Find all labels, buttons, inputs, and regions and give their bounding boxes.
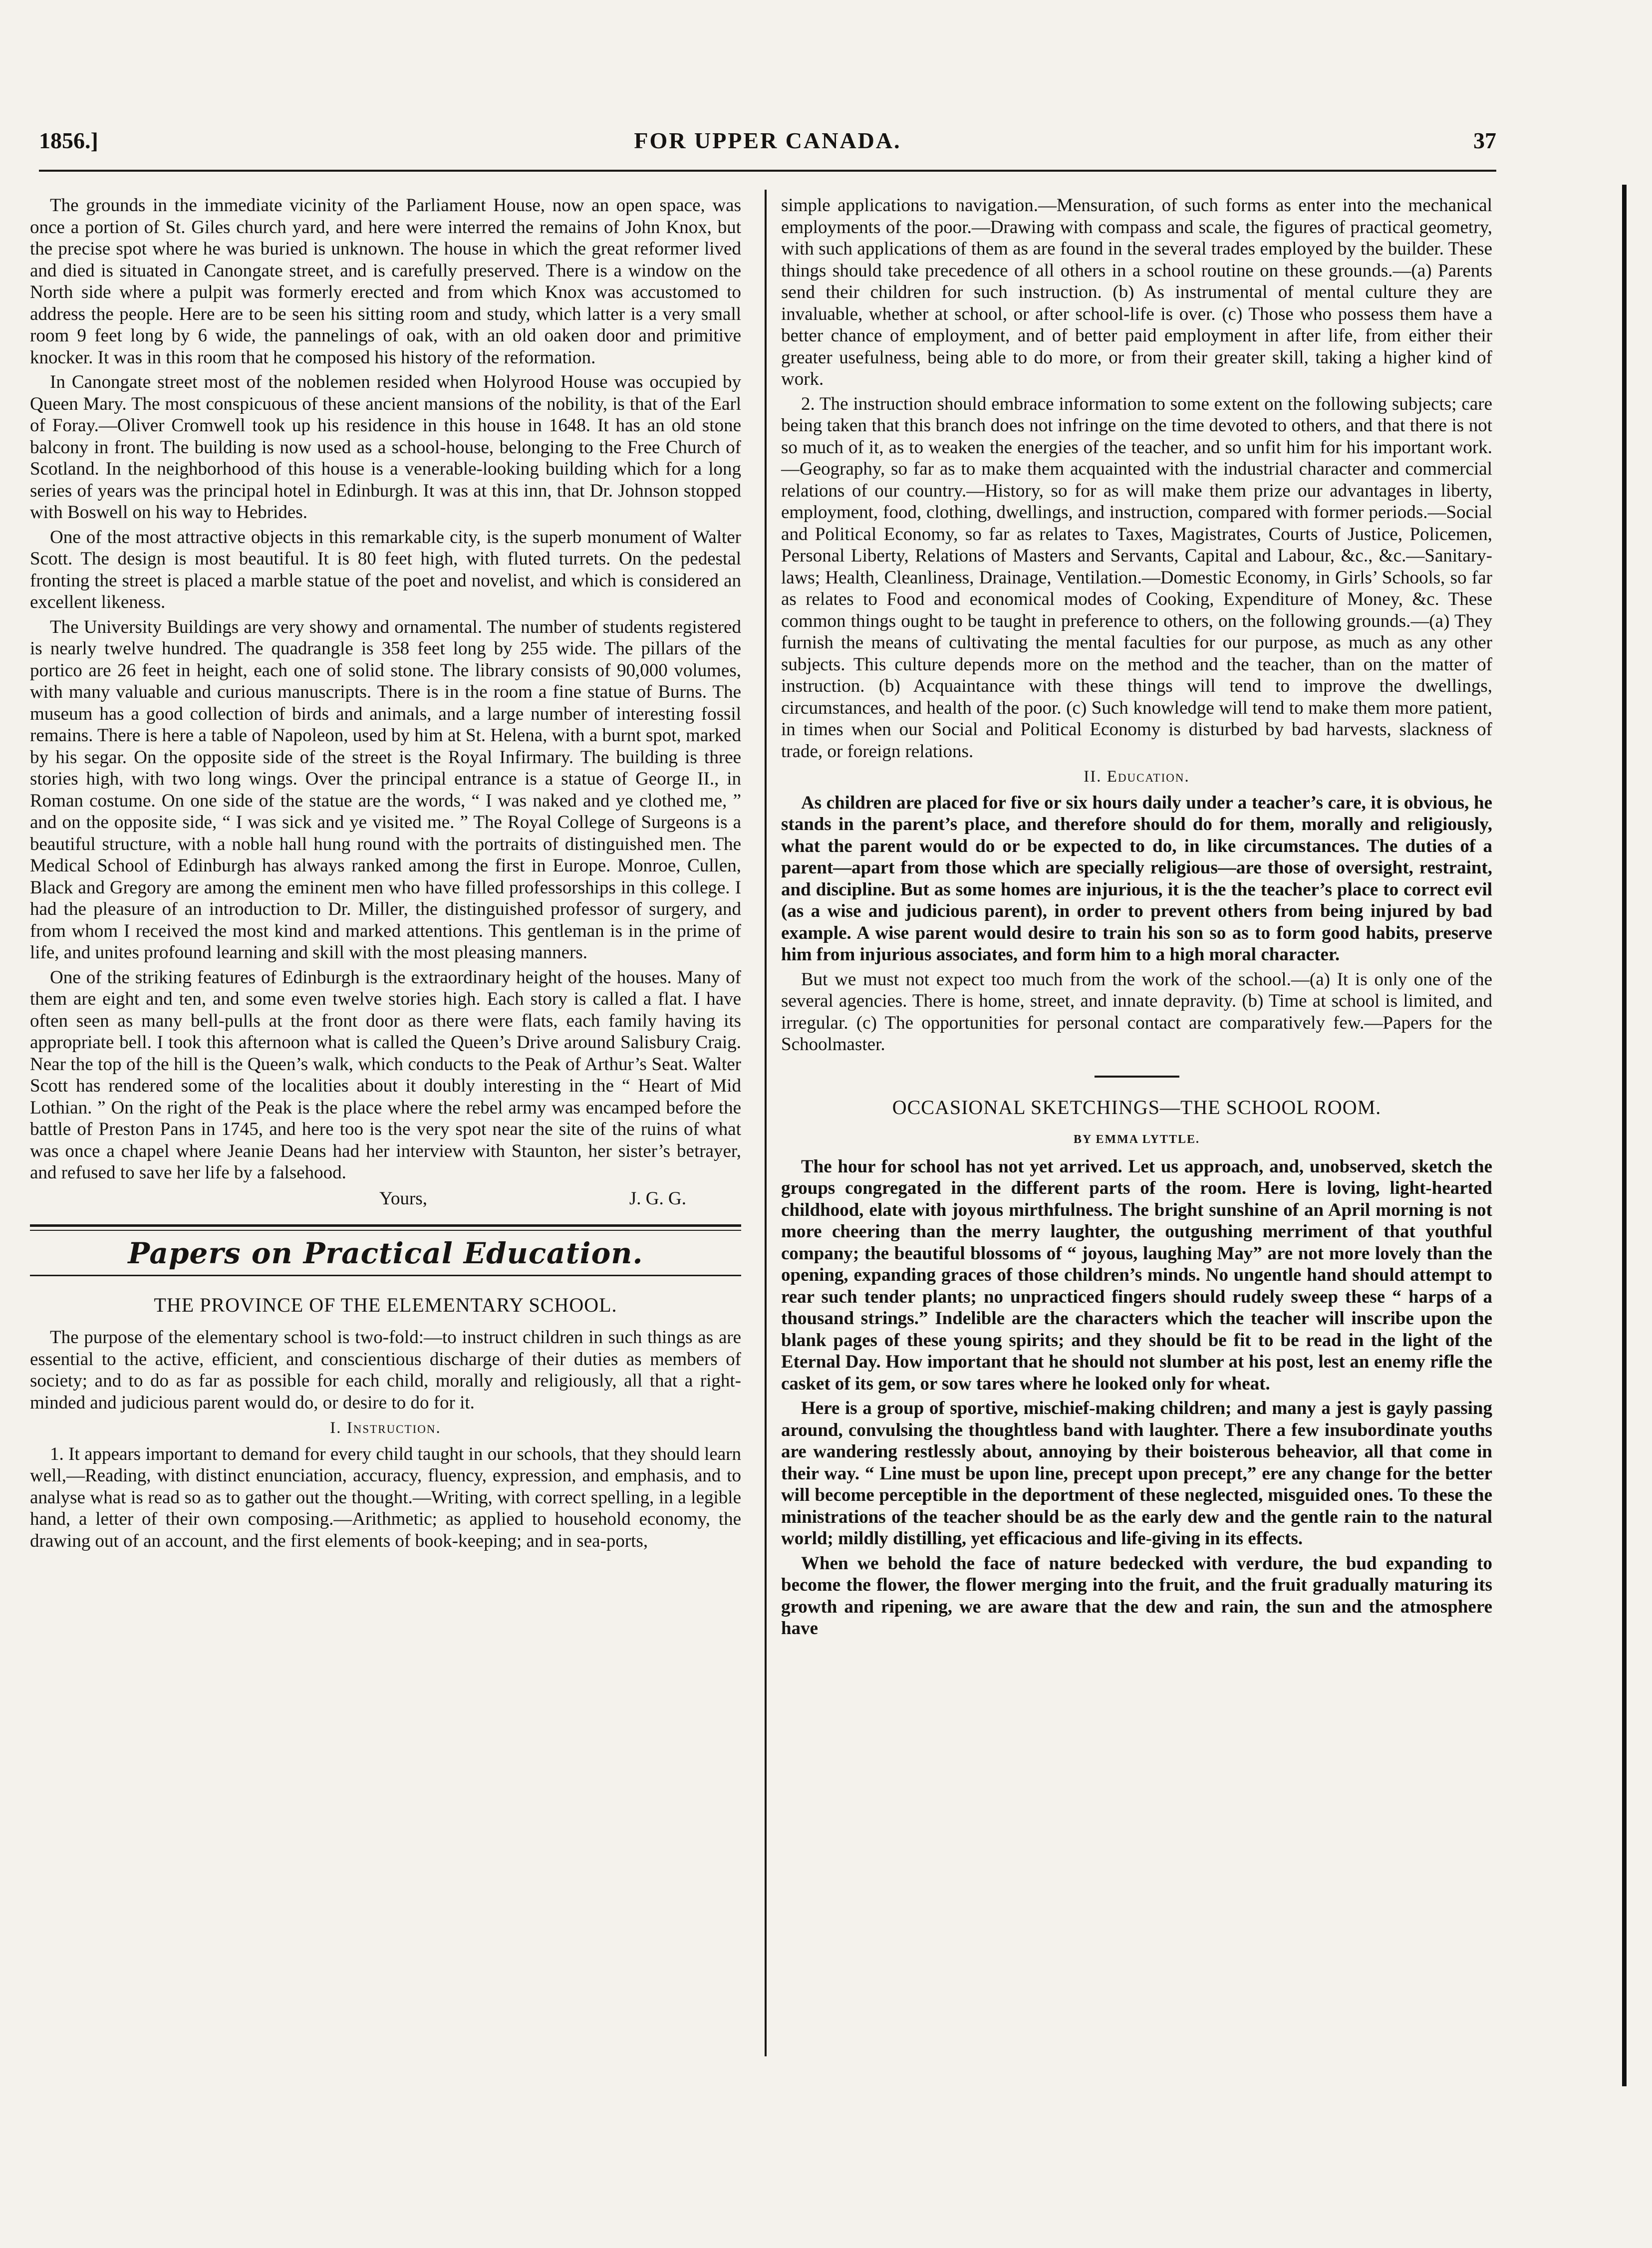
section-title: Papers on Practical Education.: [128, 1236, 643, 1270]
education-paragraph: As children are placed for five or six hours daily under a teacher’s care, it is obvious, he stands in the parent’s place, and therefore should do for them, morally and religiously, what the parent would do or be expected to do, in like circumstances. The duties of a parent—apart from those which are specially religious—are those of oversight, restraint, and discipline. But as some homes are injurious, it is the the teacher’s place to correct evil (as a wise and judicious parent), in order to prevent others from being injured by bad example. A wise parent would desire to train his son so as to form good habits, preserve him from injurious associates, and form him to a high moral character.: [781, 792, 1492, 965]
column-divider: [765, 190, 767, 2056]
article-separator: [1095, 1076, 1179, 1078]
signoff: Yours,: [379, 1188, 427, 1209]
paragraph: The grounds in the immediate vicinity of the Parliament House, now an open space, was once a portion of St. Giles church yard, and here were interred the remains of John Knox, but the precise spot where he was buried is unknown. The house in which the great reformer lived and died is situated in Canongate street, and is carefully preserved. There is a window on the North side where a pulpit was formerly erected and from which Knox was accustomed to address the people. Here are to be seen his sitting room and study, which latter is a very small room 9 feet long by 6 wide, the pannelings of oak, with an old oaken door and primitive knocker. It was in this room that he composed his history of the reformation.: [30, 195, 741, 368]
instruction-paragraph: 2. The instruction should embrace information to some extent on the following subjects; care being taken that this branch does not infringe on the time devoted to others, and that there is not so much of it, as to weaken the energies of the teacher, and so unfit him for his important work.—Geography, so far as to make them acquainted with the industrial character and commercial relations of our country.—History, so for as will make them prize our advantages in liberty, employment, food, clothing, dwellings, and instruction, compared with former periods.—Social and Political Economy, so far as relates to Taxes, Magistrates, Courts of Justice, Policemen, Personal Liberty, Relations of Masters and Servants, Capital and Labour, &c., &c.—Sanitary-laws; Health, Cleanliness, Drainage, Ventilation.—Domestic Economy, in Girls’ Schools, so far as relates to Food and economical modes of Cooking, Expenditure of Money, &c. These common things ought to be taught in preference to others, on the following grounds.—(a) They furnish the means of cultivating the mental faculties for our purpose, as much as any other subjects. This culture depends more on the method and the teacher, than on the matter of instruction. (b) Acquaintance with these things will tend to improve the dwellings, circumstances, and health of the poor. (c) Such knowledge will tend to make them more patient, in times when our Social and Political Economy is disturbed by bad harvests, slackness of trade, or foreign relations.: [781, 393, 1492, 762]
subhead-education: II. Education.: [1084, 768, 1190, 786]
paragraph: In Canongate street most of the noblemen resided when Holyrood House was occupied by Queen Mary. The most conspicuous of these ancient mansions of the nobility, is that of the Earl of Foray.—Oliver Cromwell took up his residence in this house in 1648. It has an old stone balcony in front. The building is now used as a school-house, belonging to the Free Church of Scotland. In the neighborhood of this house is a venerable-looking building which for a long series of years was the principal hotel in Edinburgh. It was at this inn, that Dr. Johnson stopped with Boswell on his way to Hebrides.: [30, 372, 741, 523]
paragraph: One of the most attractive objects in this remarkable city, is the superb monument of Walter Scott. The design is most beautiful. It is 80 feet high, with fluted turrets. On the pedestal fronting the street is placed a marble statue of the poet and novelist, and which is considered an excellent likeness.: [30, 527, 741, 612]
article-intro: The purpose of the elementary school is two-fold:—to instruct children in such things as are essential to the active, efficient, and conscientious discharge of their duties as members of society; and to do as far as possible for each child, morally and religiously, all that a right-minded and judicious parent would do, or desire to do for it.: [30, 1327, 741, 1413]
header-rule: [39, 170, 1496, 172]
header-title: FOR UPPER CANADA.: [634, 128, 901, 153]
subhead-instruction: I. Instruction.: [330, 1419, 441, 1437]
left-column: [30, 195, 741, 1555]
page-edge-rule: [1622, 185, 1627, 2086]
article2-byline: BY EMMA LYTTLE.: [1074, 1133, 1200, 1146]
education-paragraph: But we must not expect too much from the work of the school.—(a) It is only one of the several agencies. There is home, street, and innate depravity. (b) Time at school is limited, and irregular. (c) The opportunities for personal contact are comparatively few.—Papers for the Schoolmaster.: [781, 969, 1492, 1055]
right-column: [781, 195, 1492, 1643]
letter-signature: [30, 1188, 741, 1210]
paragraph: The University Buildings are very showy and ornamental. The number of students registered is nearly twelve hundred. The quadrangle is 358 feet long by 255 wide. The pillars of the portico are 26 feet in height, each one of solid stone. The library consists of 90,000 volumes, with many valuable and curious manuscripts. There is in the room a fine statue of Burns. The museum has a good collection of birds and animals, and a large number of interesting fossil remains. There is here a table of Napoleon, used by him at St. Helena, with a burnt spot, marked by his segar. On the opposite side of the street is the Royal Infirmary. The building is three stories high, with two long wings. Over the principal entrance is a statue of George II., in Roman costume. On one side of the statue are the words, “ I was naked and ye clothed me, ” and on the opposite side, “ I was sick and ye visited me. ” The Royal College of Surgeons is a beautiful structure, with a noble hall hung round with the portraits of distinguished men. The Medical School of Edinburgh has always ranked among the first in Europe. Monroe, Cullen, Black and Gregory are among the eminent men who have filled professorships in this college. I had the pleasure of an introduction to Dr. Miller, the distinguished professor of surgery, and from whom I received the most kind and marked attentions. This gentleman is in the prime of life, and unites profound learning and skill with the most pleasing manners.: [30, 616, 741, 963]
instruction-paragraph-continued: simple applications to navigation.—Mensuration, of such forms as enter into the mechanical employments of the poor.—Drawing with compass and scale, the figures of practical geometry, with such applications of them as are found in the several trades employed by the builder. These things should take precedence of all others in a school routine on these grounds.—(a) Parents send their children for such instruction. (b) As instrumental of mental culture they are invaluable, whether at school, or after school-life is over. (c) Those who possess them have a better chance of employment, and of better paid employment in after life, from either their greater usefulness, being able to do more, or from their greater skill, taking a higher kind of work.: [781, 195, 1492, 389]
section-rule: [30, 1275, 741, 1276]
article2-title: OCCASIONAL SKETCHINGS—THE SCHOOL ROOM.: [892, 1096, 1381, 1119]
article2-paragraph: The hour for school has not yet arrived. Let us approach, and, unobserved, sketch the groups congregated in the different parts of the room. Here is loving, light-hearted childhood, elate with joyous mirthfulness. The bright sunshine of an April morning is not more cheering than the merry laughter, the outgushing merriment of that youthful company; the beautiful blossoms of “ joyous, laughing May” are not more lovely than the opening, expanding graces of those children’s minds. No ungentle hand should attempt to rear such tender plants; no unpracticed fingers should rudely sweep these “ harps of a thousand strings.” Indelible are the characters which the teacher will inscribe upon the blank pages of these young spirits; and they should be fit to be read in the light of the Eternal Day. How important that he should not slumber at his post, lest an enemy rifle the casket of its gem, or sow tares where he looked only for wheat.: [781, 1156, 1492, 1394]
header-year: 1856.]: [39, 128, 98, 153]
instruction-paragraph: 1. It appears important to demand for every child taught in our schools, that they should learn well,—Reading, with distinct enunciation, accuracy, fluency, expression, and emphasis, and to analyse what is read so as to gather out the thought.—Writing, with correct spelling, in a legible hand, a letter of their own composing.—Arithmetic; as applied to household economy, the drawing out of an account, and the first elements of book-keeping; and in sea-ports,: [30, 1443, 741, 1551]
article2-paragraph: When we behold the face of nature bedecked with verdure, the bud expanding to become the flower, the flower merging into the fruit, and the fruit gradually maturing its growth and ripening, we are aware that the dew and rain, the sun and the atmosphere have: [781, 1553, 1492, 1639]
paragraph: One of the striking features of Edinburgh is the extraordinary height of the houses. Many of them are eight and ten, and some even twelve stories high. Each story is called a flat. I have often seen as many bell-pulls at the front door as there were flats, each family having its appropriate bell. I took this afternoon what is called the Queen’s Drive around Salisbury Craig. Near the top of the hill is the Queen’s walk, which conducts to the Peak of Arthur’s Seat. Walter Scott has rendered some of the localities about it doubly interesting in the “ Heart of Mid Lothian. ” On the right of the Peak is the place where the rebel army was encamped before the battle of Preston Pans in 1745, and here too is the very spot near the site of the ruins of what was once a chapel where Jeanie Deans had her interview with Staunton, her sister’s betrayer, and refused to save her life by a falsehood.: [30, 967, 741, 1183]
header-page-number: 37: [1473, 128, 1496, 153]
article2-paragraph: Here is a group of sportive, mischief-making children; and many a jest is gayly passing around, convulsing the thoughtless band with laughter. There a few insubordinate youths are wandering restlessly about, annoying by their boisterous beheavior, all that come in their way. “ Line must be upon line, precept upon precept,” ere any change for the better will become perceptible in the deportment of these neglected, misguided ones. To these the ministrations of the teacher should be as the early dew and the gentle rain to the natural world; mildly distilling, yet efficacious and life-giving in its effects.: [781, 1398, 1492, 1549]
page-header: [39, 127, 1496, 167]
section-double-rule: [30, 1224, 741, 1231]
initials: J. G. G.: [629, 1188, 686, 1209]
article-title: THE PROVINCE OF THE ELEMENTARY SCHOOL.: [154, 1293, 617, 1316]
